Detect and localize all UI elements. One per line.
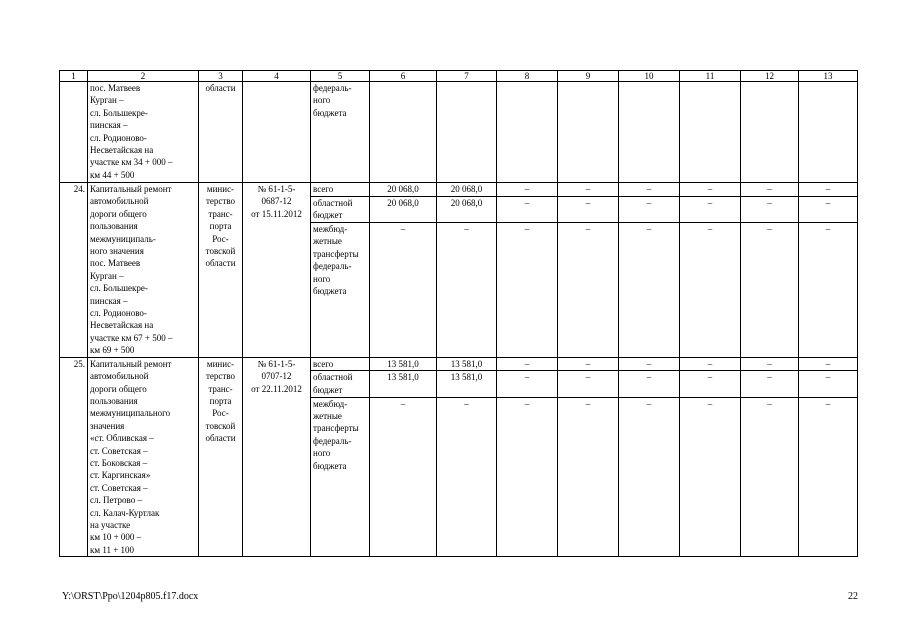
- value-cell: [497, 82, 558, 183]
- value-cell: –: [558, 223, 619, 358]
- value-cell: –: [497, 397, 558, 557]
- row-number-cell: [60, 397, 88, 557]
- value-cell: –: [799, 223, 858, 358]
- value-cell: –: [497, 183, 558, 197]
- value-cell: –: [799, 371, 858, 397]
- column-number: 8: [497, 71, 558, 82]
- project-name-cell: Капитальный ремонт автомобильной дороги общего пользования межмуниципального значения «ст. Обливская – ст. Советская – ст. Боковская – ст. Каргинская» ст. Советская – сл. Петрово – сл. Калач-Куртлак на участке км 10 + 000 – км 11 + 100: [88, 357, 199, 557]
- value-cell: –: [680, 196, 741, 222]
- value-cell: 13 581,0: [370, 371, 437, 397]
- value-cell: –: [497, 196, 558, 222]
- value-cell: 20 068,0: [437, 183, 497, 197]
- value-cell: –: [619, 371, 680, 397]
- value-cell: –: [799, 196, 858, 222]
- table-row: [60, 183, 858, 197]
- funding-source-cell: межбюд- жетные трансферты федераль- ного бюджета: [311, 223, 370, 358]
- row-number-cell: [60, 82, 88, 183]
- table-row-continuation: [60, 82, 858, 183]
- organization-cell: минис- терство транс- порта Рос- товской области: [199, 357, 243, 557]
- column-number: 12: [741, 71, 799, 82]
- program-table: [59, 70, 858, 557]
- value-cell: –: [799, 357, 858, 371]
- value-cell: [680, 82, 741, 183]
- value-cell: –: [680, 371, 741, 397]
- row-number-cell: [60, 371, 88, 397]
- column-number: 4: [243, 71, 311, 82]
- value-cell: 13 581,0: [370, 357, 437, 371]
- column-number: 2: [88, 71, 199, 82]
- table-row: [60, 357, 858, 371]
- organization-cell: минис- терство транс- порта Рос- товской области: [199, 183, 243, 358]
- value-cell: –: [619, 183, 680, 197]
- value-cell: –: [558, 357, 619, 371]
- value-cell: 13 581,0: [437, 357, 497, 371]
- value-cell: –: [437, 223, 497, 358]
- value-cell: –: [497, 223, 558, 358]
- value-cell: [370, 82, 437, 183]
- value-cell: [741, 82, 799, 183]
- column-number: 6: [370, 71, 437, 82]
- value-cell: –: [741, 371, 799, 397]
- value-cell: –: [619, 397, 680, 557]
- value-cell: –: [741, 357, 799, 371]
- value-cell: –: [497, 371, 558, 397]
- value-cell: –: [619, 357, 680, 371]
- value-cell: –: [741, 397, 799, 557]
- value-cell: –: [680, 397, 741, 557]
- value-cell: –: [619, 223, 680, 358]
- value-cell: [558, 82, 619, 183]
- organization-cell: области: [199, 82, 243, 183]
- value-cell: 20 068,0: [370, 196, 437, 222]
- value-cell: –: [558, 397, 619, 557]
- funding-source-cell: всего: [311, 357, 370, 371]
- value-cell: 20 068,0: [370, 183, 437, 197]
- column-number: 5: [311, 71, 370, 82]
- document-cell: [243, 82, 311, 183]
- funding-source-cell: федераль- ного бюджета: [311, 82, 370, 183]
- column-number: 7: [437, 71, 497, 82]
- column-number-row: [60, 71, 858, 82]
- row-number-cell: 24.: [60, 183, 88, 197]
- document-cell: № 61-1-5- 0687-12 от 15.11.2012: [243, 183, 311, 358]
- column-number: 1: [60, 71, 88, 82]
- value-cell: –: [619, 196, 680, 222]
- column-number: 11: [680, 71, 741, 82]
- row-number-cell: [60, 196, 88, 222]
- value-cell: –: [799, 397, 858, 557]
- value-cell: –: [680, 183, 741, 197]
- value-cell: –: [799, 183, 858, 197]
- funding-source-cell: межбюд- жетные трансферты федераль- ного бюджета: [311, 397, 370, 557]
- value-cell: –: [558, 183, 619, 197]
- value-cell: –: [741, 223, 799, 358]
- value-cell: 13 581,0: [437, 371, 497, 397]
- value-cell: [437, 82, 497, 183]
- value-cell: –: [370, 223, 437, 358]
- project-name-cell: Капитальный ремонт автомобильной дороги общего пользования межмуниципаль- ного значения пос. Матвеев Курган – сл. Большекре- пинская – сл. Родионово- Несветайская на участке км 67 + 500 – км 69 + 500: [88, 183, 199, 358]
- value-cell: –: [558, 196, 619, 222]
- document-cell: № 61-1-5- 0707-12 от 22.11.2012: [243, 357, 311, 557]
- value-cell: –: [741, 183, 799, 197]
- value-cell: –: [680, 223, 741, 358]
- value-cell: –: [497, 357, 558, 371]
- value-cell: 20 068,0: [437, 196, 497, 222]
- row-number-cell: 25.: [60, 357, 88, 371]
- column-number: 9: [558, 71, 619, 82]
- value-cell: [619, 82, 680, 183]
- project-name-cell: пос. Матвеев Курган – сл. Большекре- пинская – сл. Родионово- Несветайская на участке км 34 + 000 – км 44 + 500: [88, 82, 199, 183]
- value-cell: –: [741, 196, 799, 222]
- column-number: 10: [619, 71, 680, 82]
- funding-source-cell: областной бюджет: [311, 196, 370, 222]
- column-number: 13: [799, 71, 858, 82]
- value-cell: –: [370, 397, 437, 557]
- value-cell: –: [558, 371, 619, 397]
- value-cell: –: [680, 357, 741, 371]
- column-number: 3: [199, 71, 243, 82]
- funding-source-cell: областной бюджет: [311, 371, 370, 397]
- row-number-cell: [60, 223, 88, 358]
- value-cell: –: [437, 397, 497, 557]
- value-cell: [799, 82, 858, 183]
- funding-source-cell: всего: [311, 183, 370, 197]
- footer-page-number: 22: [848, 591, 858, 602]
- footer-file-path: Y:\ORST\Ppo\1204p805.f17.docx: [62, 591, 199, 602]
